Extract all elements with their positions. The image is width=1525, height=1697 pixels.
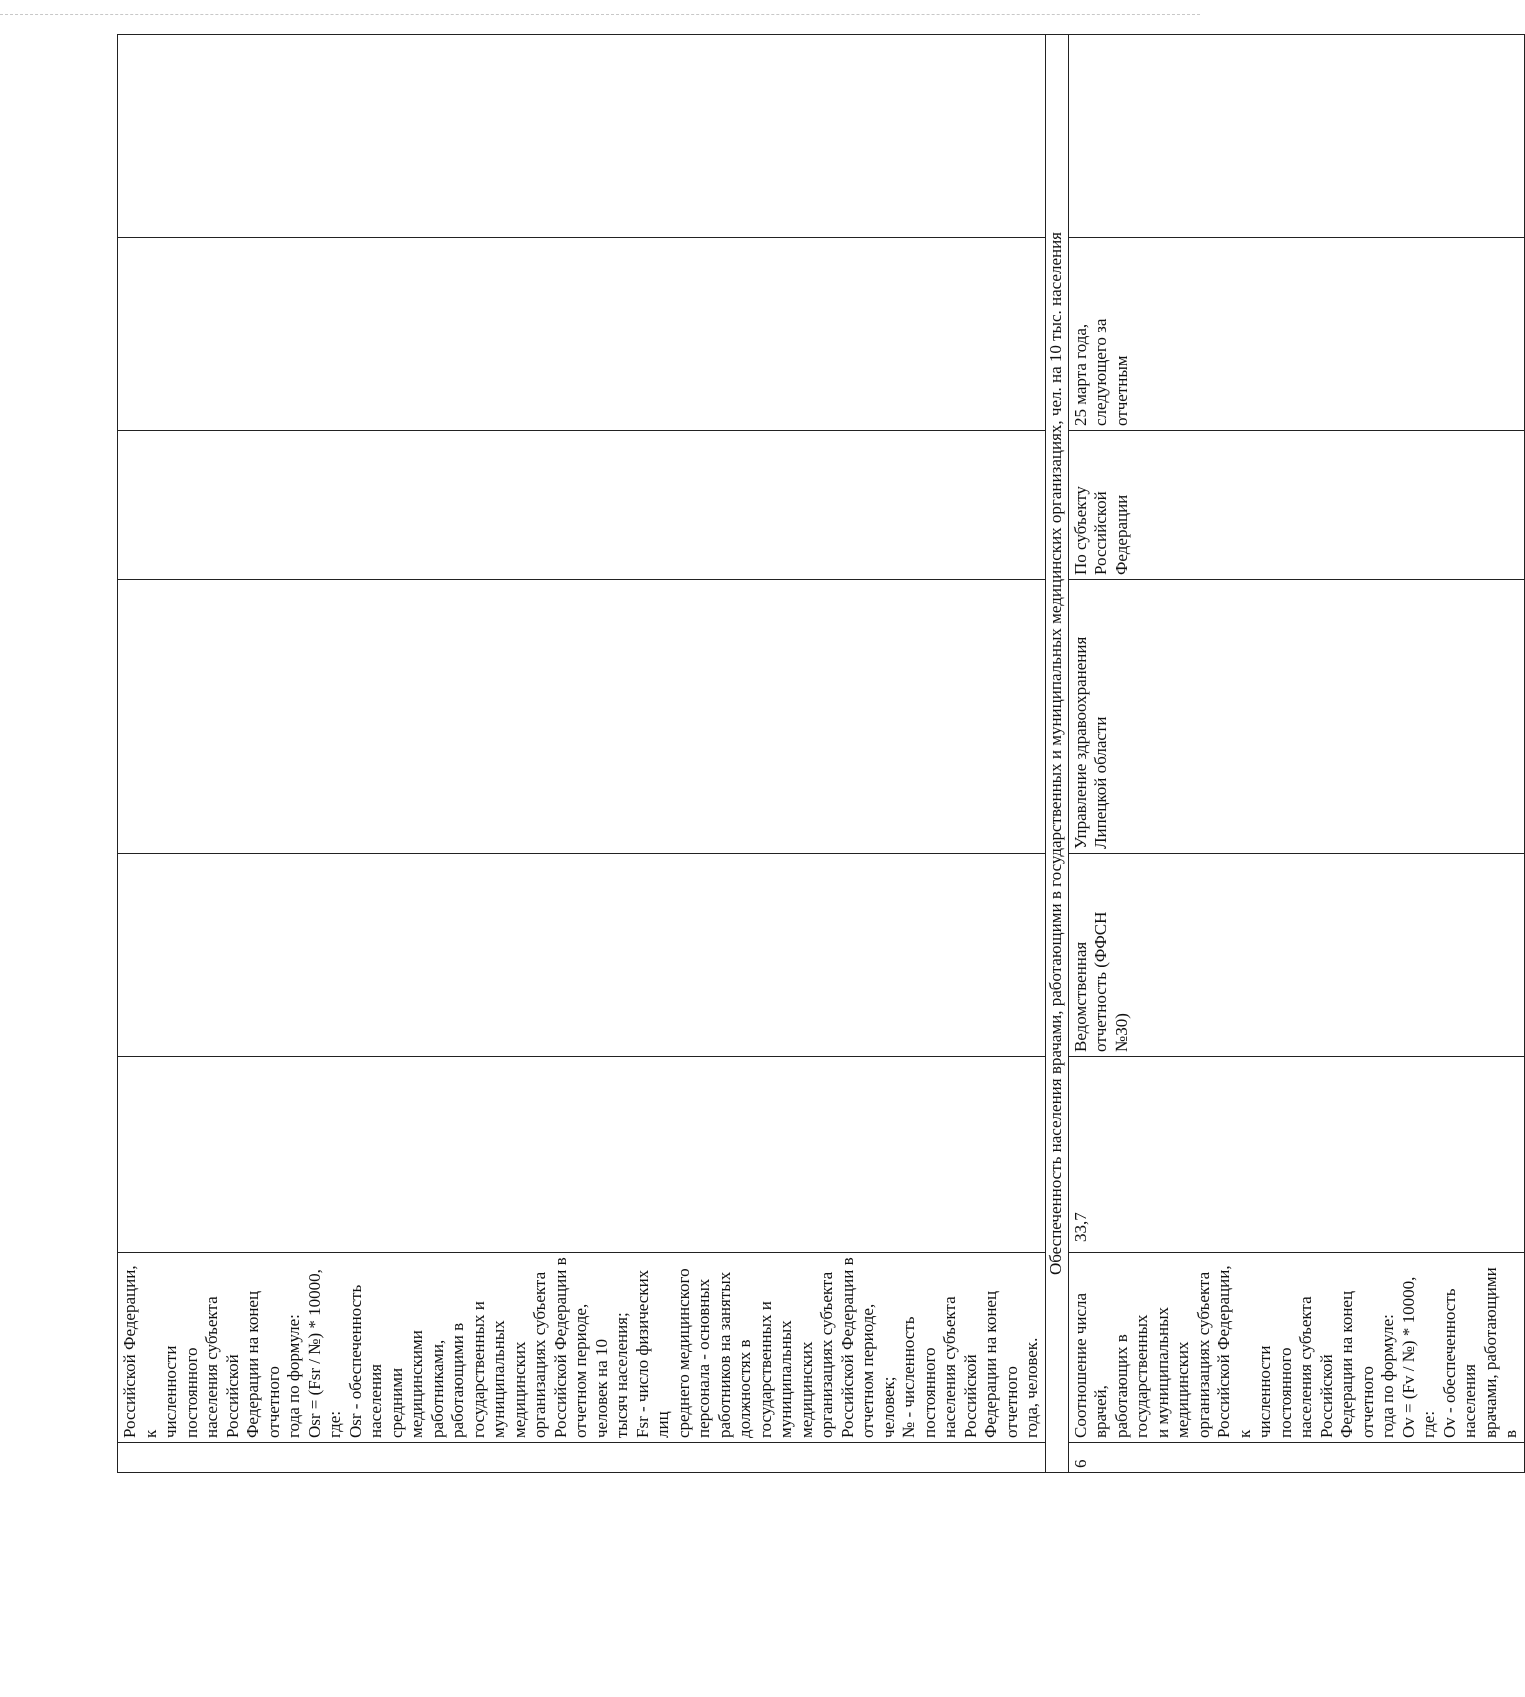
row-source bbox=[1068, 854, 1524, 1057]
section-heading-row bbox=[1045, 35, 1068, 1473]
row-deadline bbox=[1068, 238, 1524, 431]
cell-level-empty bbox=[118, 431, 1046, 580]
description-text: Российской Федерации, к численности постоянного населения субъекта Российской Федерации на конец отчетного года по формуле: Osr = (Fsr / №) * 10000, где: Osr - обеспеченность населения средними медицинскими работниками, работающими в государственных и муниципальных медицинских организациях субъекта Российской Федерации в отчетном периоде, человек на 10 тысяч населения; Fsr - число физических лиц среднего медицинского персонала - основных работников на занятых должностях в государственных и муниципальных медицинских организациях субъекта Российской Федерации в отчетном периоде, человек; № - численность постоянного населения субъекта Российской Федерации на конец отчетного года, человек. bbox=[120, 1257, 1041, 1438]
row-number: 6 bbox=[1068, 1443, 1524, 1473]
cell-description-continued bbox=[118, 1253, 1046, 1443]
indicators-table bbox=[117, 34, 1525, 1473]
cell-responsible-empty bbox=[118, 580, 1046, 854]
row-responsible bbox=[1068, 580, 1524, 854]
row-description bbox=[1068, 1253, 1524, 1443]
cell-source-empty bbox=[118, 854, 1046, 1057]
cell-extra-empty bbox=[118, 35, 1046, 238]
row-value: 33,7 bbox=[1068, 1057, 1524, 1253]
cell-number-empty bbox=[118, 1443, 1046, 1473]
table-row-6 bbox=[1068, 35, 1524, 1473]
scan-edge-line bbox=[0, 14, 1200, 17]
row-level-text: По субъекту Российской Федерации bbox=[1070, 486, 1131, 575]
table-row-continuation bbox=[118, 35, 1046, 1473]
cell-deadline-empty bbox=[118, 238, 1046, 431]
row-description-text: Соотношение числа врачей, работающих в государственных и муниципальных медицинских организациях субъекта Российской Федерации, к численности постоянного населения субъекта Российской Федерации на конец отчетного года по формуле: Ov = (Fv / №) * 10000, где: Ov - обеспеченность населения врачами, работающими в bbox=[1070, 1265, 1520, 1438]
row-extra bbox=[1068, 35, 1524, 238]
row-responsible-text: Управление здравоохранения Липецкой области bbox=[1070, 636, 1110, 849]
row-level bbox=[1068, 431, 1524, 580]
section-heading: Обеспеченность населения врачами, работающими в государственных и муниципальных медицинских организациях, чел. на 10 тыс. населения bbox=[1045, 35, 1068, 1473]
row-source-text: Ведомственная отчетность (ФФСН №30) bbox=[1070, 911, 1131, 1052]
row-deadline-text: 25 марта года, следующего за отчетным bbox=[1070, 318, 1131, 426]
cell-value-empty bbox=[118, 1057, 1046, 1253]
rotated-table-sheet bbox=[117, 66, 1520, 1473]
